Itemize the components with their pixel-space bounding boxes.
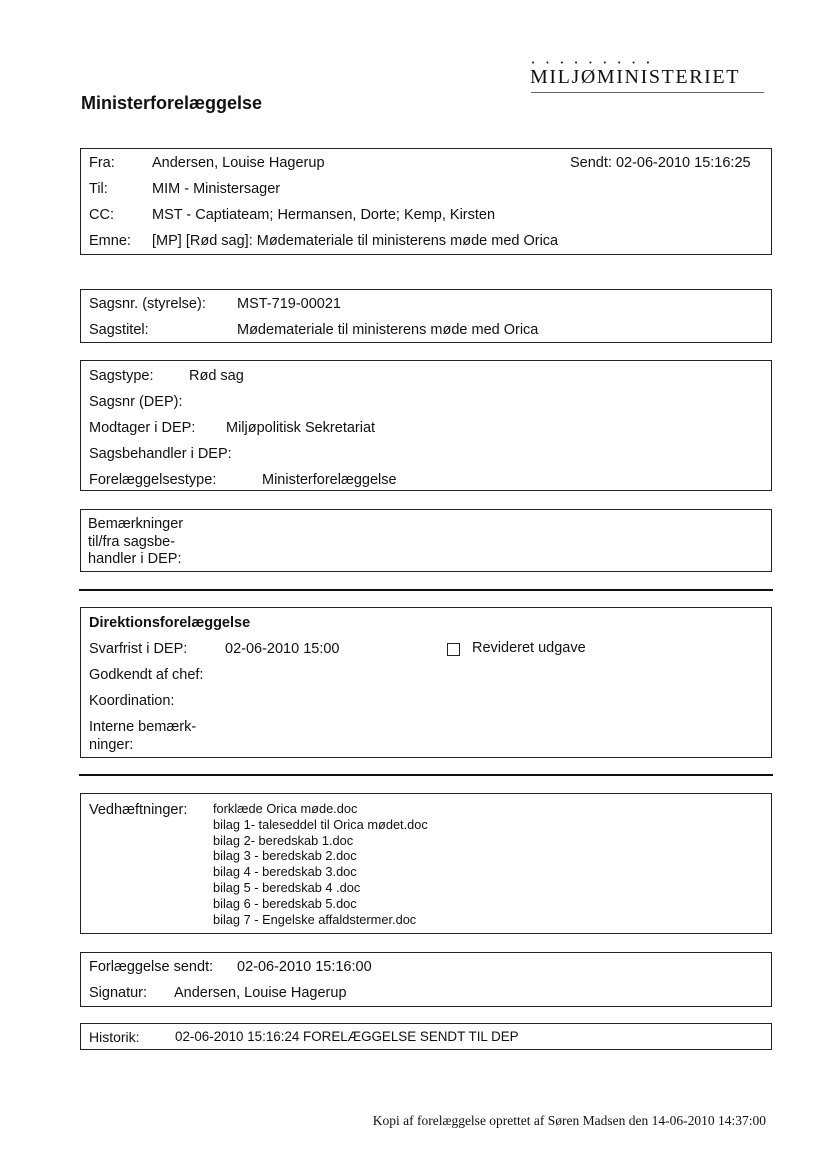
attachment-item[interactable]: bilag 2- beredskab 1.doc xyxy=(213,832,354,848)
signature-label: Signatur: xyxy=(89,985,148,1001)
remarks-label-line3: handler i DEP: xyxy=(88,551,182,567)
case-title-label: Sagstitel: xyxy=(89,322,149,338)
subject-label: Emne: xyxy=(89,233,131,249)
history-value: 02-06-2010 15:16:24 FORELÆGGELSE SENDT TIL DEP xyxy=(175,1029,519,1044)
history-box xyxy=(80,1023,772,1050)
from-label: Fra: xyxy=(89,155,115,171)
case-number-value: MST-719-00021 xyxy=(237,296,341,312)
logo-dots: • • • • • • • • • xyxy=(531,59,654,67)
dep-number-label: Sagsnr (DEP): xyxy=(89,394,183,410)
section-divider xyxy=(79,589,773,591)
attachment-item[interactable]: bilag 7 - Engelske affaldstermer.doc xyxy=(213,911,417,927)
attachment-item[interactable]: bilag 3 - beredskab 2.doc xyxy=(213,848,357,864)
coordination-label: Koordination: xyxy=(89,693,175,709)
copy-note: Kopi af forelæggelse oprettet af Søren Madsen den 14-06-2010 14:37:00 xyxy=(372,1113,766,1128)
internal-remarks-line1: Interne bemærk- xyxy=(89,719,197,735)
case-number-label: Sagsnr. (styrelse): xyxy=(89,296,206,312)
submission-sent-value: 02-06-2010 15:16:00 xyxy=(237,959,372,975)
attachment-item[interactable]: bilag 5 - beredskab 4 .doc xyxy=(213,879,361,895)
handler-label: Sagsbehandler i DEP: xyxy=(89,446,232,462)
attachment-item[interactable]: bilag 1- taleseddel til Orica mødet.doc xyxy=(213,816,428,832)
internal-remarks-label xyxy=(89,719,196,754)
message-box xyxy=(80,148,772,255)
remarks-label-line1: Bemærkninger xyxy=(88,516,184,532)
submission-box xyxy=(80,952,772,1007)
section-divider xyxy=(79,774,773,776)
directorate-heading: Direktionsforelæggelse xyxy=(89,615,251,631)
deadline-label: Svarfrist i DEP: xyxy=(89,641,188,657)
history-label: Historik: xyxy=(89,1029,140,1045)
sent-timestamp: Sendt: 02-06-2010 15:16:25 xyxy=(570,155,751,171)
remarks-box xyxy=(80,509,772,572)
case-details-box xyxy=(80,360,772,491)
attachment-item[interactable]: bilag 6 - beredskab 5.doc xyxy=(213,895,357,911)
case-title-value: Mødemateriale til ministerens møde med Orica xyxy=(237,322,539,338)
ministry-logo: MILJØMINISTERIET xyxy=(530,66,741,88)
deadline-value: 02-06-2010 15:00 xyxy=(225,641,340,657)
from-value: Andersen, Louise Hagerup xyxy=(152,155,325,171)
cc-value: MST - Captiateam; Hermansen, Dorte; Kemp, Kirsten xyxy=(152,207,496,223)
submission-type-label: Forelæggelsestype: xyxy=(89,472,217,488)
submission-type-value: Ministerforelæggelse xyxy=(262,472,397,488)
recipient-label: Modtager i DEP: xyxy=(89,420,196,436)
recipient-value: Miljøpolitisk Sekretariat xyxy=(226,420,376,436)
attachment-item[interactable]: forklæde Orica møde.doc xyxy=(213,801,358,816)
revised-checkbox[interactable] xyxy=(447,643,460,656)
signature-value: Andersen, Louise Hagerup xyxy=(174,985,347,1001)
subject-value: [MP] [Rød sag]: Mødemateriale til ministerens møde med Orica xyxy=(152,233,559,249)
approved-label: Godkendt af chef: xyxy=(89,667,204,683)
to-value: MIM - Ministersager xyxy=(152,181,281,197)
attachment-item[interactable]: bilag 4 - beredskab 3.doc xyxy=(213,864,357,880)
case-box xyxy=(80,289,772,343)
to-label: Til: xyxy=(89,181,108,197)
submission-sent-label: Forlæggelse sendt: xyxy=(89,959,214,975)
revised-label: Revideret udgave xyxy=(472,640,586,656)
page-title: Ministerforelæggelse xyxy=(81,93,263,113)
internal-remarks-line2: ninger: xyxy=(89,736,134,753)
case-type-label: Sagstype: xyxy=(89,368,154,384)
logo-underline xyxy=(531,92,764,93)
attachment-list xyxy=(213,801,428,927)
attachments-label: Vedhæftninger: xyxy=(89,802,188,818)
case-type-value: Rød sag xyxy=(189,368,244,384)
directorate-box xyxy=(80,607,772,758)
cc-label: CC: xyxy=(89,207,114,223)
attachments-box xyxy=(80,793,772,934)
remarks-label xyxy=(88,516,183,569)
remarks-label-line2: til/fra sagsbe- xyxy=(88,533,176,550)
